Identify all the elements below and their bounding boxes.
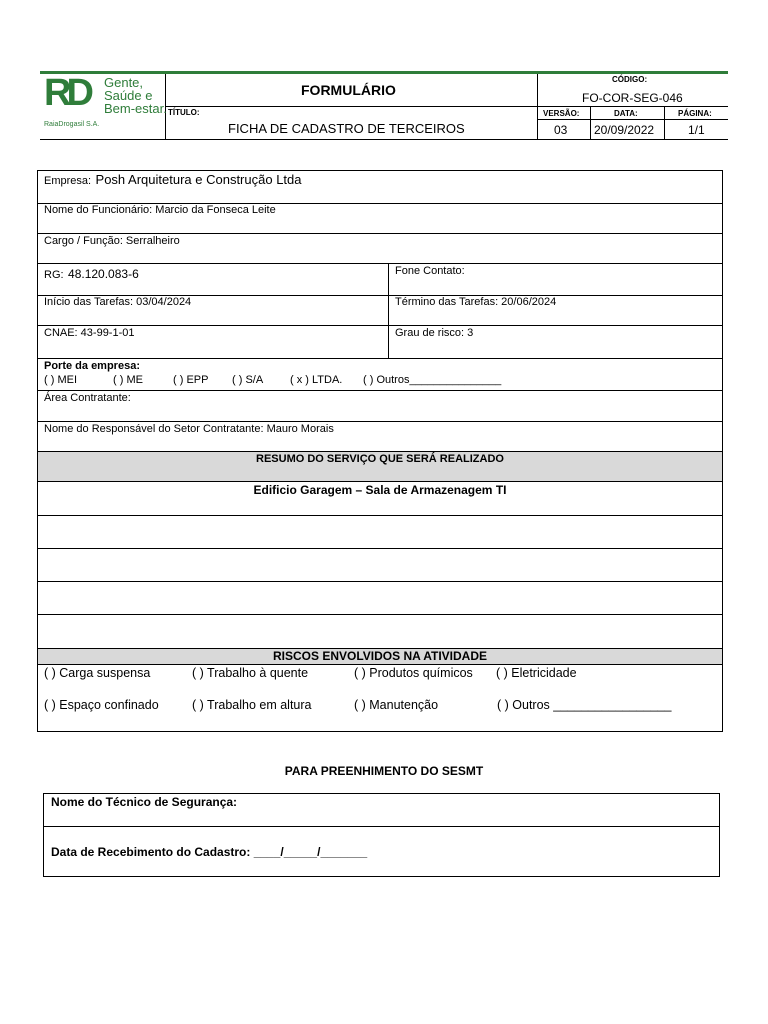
cnae-field: CNAE: 43-99-1-01 — [44, 327, 135, 339]
porte-option-mei: ( ) MEI — [44, 374, 77, 386]
risco-manutencao: ( ) Manutenção — [354, 698, 439, 712]
cargo-field: Cargo / Função: Serralheiro — [44, 235, 180, 247]
resumo-header: RESUMO DO SERVIÇO QUE SERÁ REALIZADO — [256, 453, 504, 465]
risco-espaco-confinado: ( ) Espaço confinado — [44, 698, 159, 712]
form-type: FORMULÁRIO — [301, 82, 396, 98]
empresa-label: Empresa: — [44, 175, 92, 187]
data-label: DATA: — [614, 109, 638, 118]
data-recebimento-field: Data de Recebimento do Cadastro: ____/_____/_______ — [51, 845, 368, 859]
versao-label: VERSÃO: — [543, 109, 580, 118]
risco-eletricidade: ( ) Eletricidade — [496, 666, 577, 680]
porte-option-me: ( ) ME — [113, 374, 143, 386]
sesmt-title: PARA PREENHIMENTO DO SESMT — [284, 764, 484, 778]
data-value: 20/09/2022 — [594, 123, 655, 137]
titulo-label: TÍTULO: — [168, 108, 200, 117]
responsavel-field: Nome do Responsável do Setor Contratante: Mauro Morais — [44, 423, 334, 435]
codigo-label: CÓDIGO: — [612, 75, 648, 84]
rg-value: 48.120.083-6 — [68, 267, 139, 281]
porte-label: Porte da empresa: — [44, 360, 140, 372]
company-logo: RD Gente, Saúde e Bem-estar. RaiaDrogasil S.A. — [44, 72, 167, 128]
risco-trabalho-quente: ( ) Trabalho à quente — [192, 666, 309, 680]
grau-risco-field: Grau de risco: 3 — [395, 327, 474, 339]
porte-option-sa: ( ) S/A — [232, 374, 264, 386]
versao-value: 03 — [554, 123, 568, 137]
termino-field: Término das Tarefas: 20/06/2024 — [395, 296, 557, 308]
inicio-field: Início das Tarefas: 03/04/2024 — [44, 296, 192, 308]
rg-field — [44, 265, 139, 283]
fone-field: Fone Contato: — [395, 265, 465, 277]
resumo-line-1: Edificio Garagem – Sala de Armazenagem TI — [253, 483, 507, 497]
porte-option-epp: ( ) EPP — [173, 374, 209, 386]
empresa-value: Posh Arquitetura e Construção Ltda — [95, 172, 302, 187]
empresa-field — [44, 171, 302, 189]
risco-carga-suspensa: ( ) Carga suspensa — [44, 666, 151, 680]
codigo-value: FO-COR-SEG-046 — [582, 91, 683, 105]
logo-mark: RD — [44, 72, 89, 114]
area-contratante-field: Área Contratante: — [44, 392, 131, 404]
rg-label: RG: — [44, 269, 64, 281]
porte-option-ltda: ( x ) LTDA. — [290, 374, 343, 386]
logo-company-name: RaiaDrogasil S.A. — [44, 121, 100, 128]
tecnico-seguranca-field: Nome do Técnico de Segurança: — [51, 795, 238, 809]
riscos-header: RISCOS ENVOLVIDOS NA ATIVIDADE — [272, 649, 488, 663]
pagina-label: PÁGINA: — [678, 109, 712, 118]
porte-option-outros: ( ) Outros_______________ — [363, 374, 502, 386]
risco-produtos-quimicos: ( ) Produtos químicos — [354, 666, 473, 680]
pagina-value: 1/1 — [688, 123, 705, 137]
risco-outros: ( ) Outros _________________ — [497, 698, 672, 712]
risco-trabalho-altura: ( ) Trabalho em altura — [192, 698, 312, 712]
funcionario-field: Nome do Funcionário: Marcio da Fonseca Leite — [44, 204, 276, 216]
titulo-value: FICHA DE CADASTRO DE TERCEIROS — [228, 121, 465, 136]
